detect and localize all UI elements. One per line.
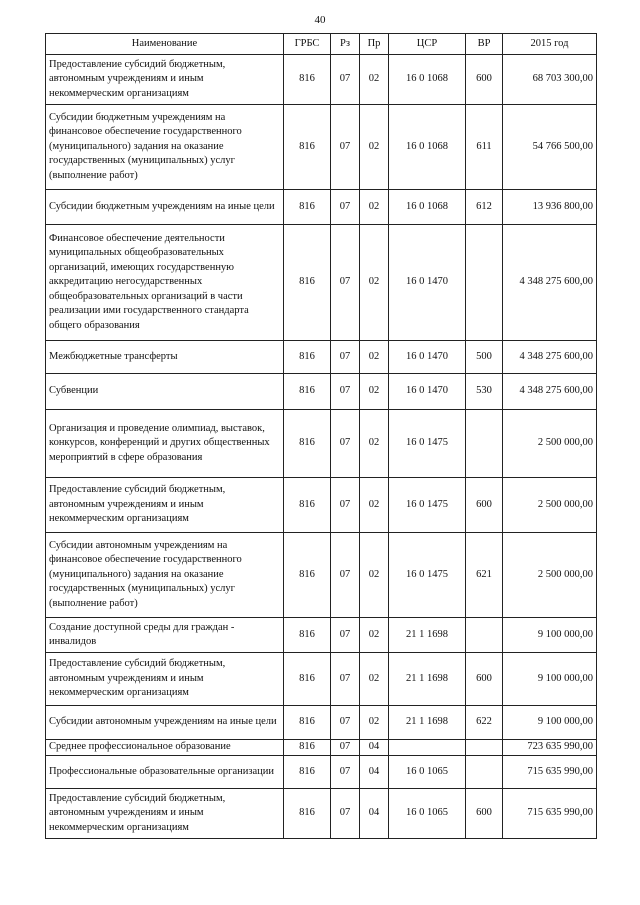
table-row (46, 706, 597, 740)
row-name: Субсидии бюджетным учреждениям на финансовое обеспечение государственного (муниципального) задания на оказание государственных (муниципальных) услуг (выполнение работ) (46, 105, 284, 190)
row-rz: 07 (331, 105, 360, 190)
table-row (46, 740, 597, 756)
row-pr: 04 (360, 740, 389, 756)
header-csr: ЦСР (389, 34, 466, 55)
table-row (46, 190, 597, 225)
row-pr: 02 (360, 374, 389, 410)
row-csr: 16 0 1475 (389, 410, 466, 478)
row-vr: 600 (466, 789, 503, 839)
table-row (46, 789, 597, 839)
row-grbs: 816 (284, 105, 331, 190)
row-vr (466, 618, 503, 653)
table-row (46, 410, 597, 478)
row-grbs: 816 (284, 410, 331, 478)
header-grbs: ГРБС (284, 34, 331, 55)
row-name: Профессиональные образовательные организации (46, 756, 284, 789)
row-grbs: 816 (284, 190, 331, 225)
row-pr: 02 (360, 341, 389, 374)
row-rz: 07 (331, 756, 360, 789)
row-rz: 07 (331, 618, 360, 653)
row-name: Субсидии автономным учреждениям на иные цели (46, 706, 284, 740)
row-csr: 16 0 1470 (389, 225, 466, 341)
row-sum: 715 635 990,00 (503, 756, 597, 789)
budget-table (45, 33, 597, 839)
row-csr: 16 0 1068 (389, 190, 466, 225)
row-csr: 16 0 1068 (389, 105, 466, 190)
row-rz: 07 (331, 653, 360, 706)
row-grbs: 816 (284, 478, 331, 533)
row-grbs: 816 (284, 618, 331, 653)
row-rz: 07 (331, 190, 360, 225)
row-grbs: 816 (284, 374, 331, 410)
table-row (46, 618, 597, 653)
row-csr: 21 1 1698 (389, 618, 466, 653)
row-csr: 16 0 1475 (389, 533, 466, 618)
row-sum: 68 703 300,00 (503, 55, 597, 105)
row-csr: 16 0 1068 (389, 55, 466, 105)
row-pr: 02 (360, 105, 389, 190)
row-rz: 07 (331, 478, 360, 533)
row-vr: 600 (466, 478, 503, 533)
row-sum: 9 100 000,00 (503, 618, 597, 653)
row-name: Финансовое обеспечение деятельности муниципальных общеобразовательных организаций, имеющих государственную аккредитацию негосударственных общеобразовательных организаций в части реализации ими государственного стандарта общего образования (46, 225, 284, 341)
row-name: Предоставление субсидий бюджетным, автономным учреждениям и иным некоммерческим организациям (46, 55, 284, 105)
row-grbs: 816 (284, 341, 331, 374)
row-vr (466, 756, 503, 789)
row-vr: 612 (466, 190, 503, 225)
row-pr: 04 (360, 789, 389, 839)
row-vr: 500 (466, 341, 503, 374)
row-grbs: 816 (284, 756, 331, 789)
row-sum: 715 635 990,00 (503, 789, 597, 839)
row-rz: 07 (331, 225, 360, 341)
row-name: Предоставление субсидий бюджетным, автономным учреждениям и иным некоммерческим организациям (46, 789, 284, 839)
row-sum: 4 348 275 600,00 (503, 341, 597, 374)
table-row (46, 341, 597, 374)
row-sum: 4 348 275 600,00 (503, 225, 597, 341)
table-row (46, 55, 597, 105)
row-rz: 07 (331, 740, 360, 756)
table-row (46, 653, 597, 706)
header-row (46, 34, 597, 55)
row-sum: 9 100 000,00 (503, 653, 597, 706)
row-vr: 600 (466, 653, 503, 706)
page-number: 40 (314, 14, 326, 26)
row-pr: 02 (360, 190, 389, 225)
header-vr: ВР (466, 34, 503, 55)
row-vr (466, 410, 503, 478)
row-vr (466, 225, 503, 341)
row-grbs: 816 (284, 653, 331, 706)
row-vr: 621 (466, 533, 503, 618)
row-pr: 04 (360, 756, 389, 789)
row-csr: 21 1 1698 (389, 706, 466, 740)
row-grbs: 816 (284, 740, 331, 756)
table-row (46, 225, 597, 341)
header-rz: Рз (331, 34, 360, 55)
row-sum: 13 936 800,00 (503, 190, 597, 225)
row-vr: 611 (466, 105, 503, 190)
row-csr: 16 0 1470 (389, 341, 466, 374)
row-pr: 02 (360, 653, 389, 706)
row-rz: 07 (331, 533, 360, 618)
row-rz: 07 (331, 410, 360, 478)
row-grbs: 816 (284, 225, 331, 341)
table-row (46, 374, 597, 410)
row-sum: 4 348 275 600,00 (503, 374, 597, 410)
row-csr: 16 0 1065 (389, 756, 466, 789)
row-csr (389, 740, 466, 756)
row-rz: 07 (331, 55, 360, 105)
row-name: Среднее профессиональное образование (46, 740, 284, 756)
row-csr: 16 0 1065 (389, 789, 466, 839)
row-rz: 07 (331, 374, 360, 410)
row-pr: 02 (360, 478, 389, 533)
row-pr: 02 (360, 225, 389, 341)
row-name: Организация и проведение олимпиад, выставок, конкурсов, конференций и других общественных мероприятий в сфере образования (46, 410, 284, 478)
header-name: Наименование (46, 34, 284, 55)
row-rz: 07 (331, 706, 360, 740)
row-vr: 530 (466, 374, 503, 410)
row-name: Межбюджетные трансферты (46, 341, 284, 374)
row-pr: 02 (360, 706, 389, 740)
row-grbs: 816 (284, 55, 331, 105)
row-name: Субсидии автономным учреждениям на финансовое обеспечение государственного (муниципального) задания на оказание государственных (муниципальных) услуг (выполнение работ) (46, 533, 284, 618)
table-row (46, 533, 597, 618)
row-sum: 9 100 000,00 (503, 706, 597, 740)
table-row (46, 478, 597, 533)
table-row (46, 756, 597, 789)
row-name: Предоставление субсидий бюджетным, автономным учреждениям и иным некоммерческим организациям (46, 478, 284, 533)
row-name: Субвенции (46, 374, 284, 410)
row-vr: 600 (466, 55, 503, 105)
row-name: Предоставление субсидий бюджетным, автономным учреждениям и иным некоммерческим организациям (46, 653, 284, 706)
row-pr: 02 (360, 410, 389, 478)
row-sum: 2 500 000,00 (503, 533, 597, 618)
row-grbs: 816 (284, 706, 331, 740)
row-pr: 02 (360, 618, 389, 653)
row-rz: 07 (331, 341, 360, 374)
row-sum: 54 766 500,00 (503, 105, 597, 190)
row-csr: 16 0 1470 (389, 374, 466, 410)
row-grbs: 816 (284, 533, 331, 618)
row-name: Субсидии бюджетным учреждениям на иные цели (46, 190, 284, 225)
row-rz: 07 (331, 789, 360, 839)
row-sum: 2 500 000,00 (503, 478, 597, 533)
row-vr (466, 740, 503, 756)
row-pr: 02 (360, 55, 389, 105)
header-pr: Пр (360, 34, 389, 55)
row-vr: 622 (466, 706, 503, 740)
row-sum: 723 635 990,00 (503, 740, 597, 756)
row-pr: 02 (360, 533, 389, 618)
table-row (46, 105, 597, 190)
row-sum: 2 500 000,00 (503, 410, 597, 478)
row-name: Создание доступной среды для граждан - инвалидов (46, 618, 284, 653)
row-csr: 16 0 1475 (389, 478, 466, 533)
header-year: 2015 год (503, 34, 597, 55)
row-csr: 21 1 1698 (389, 653, 466, 706)
row-grbs: 816 (284, 789, 331, 839)
